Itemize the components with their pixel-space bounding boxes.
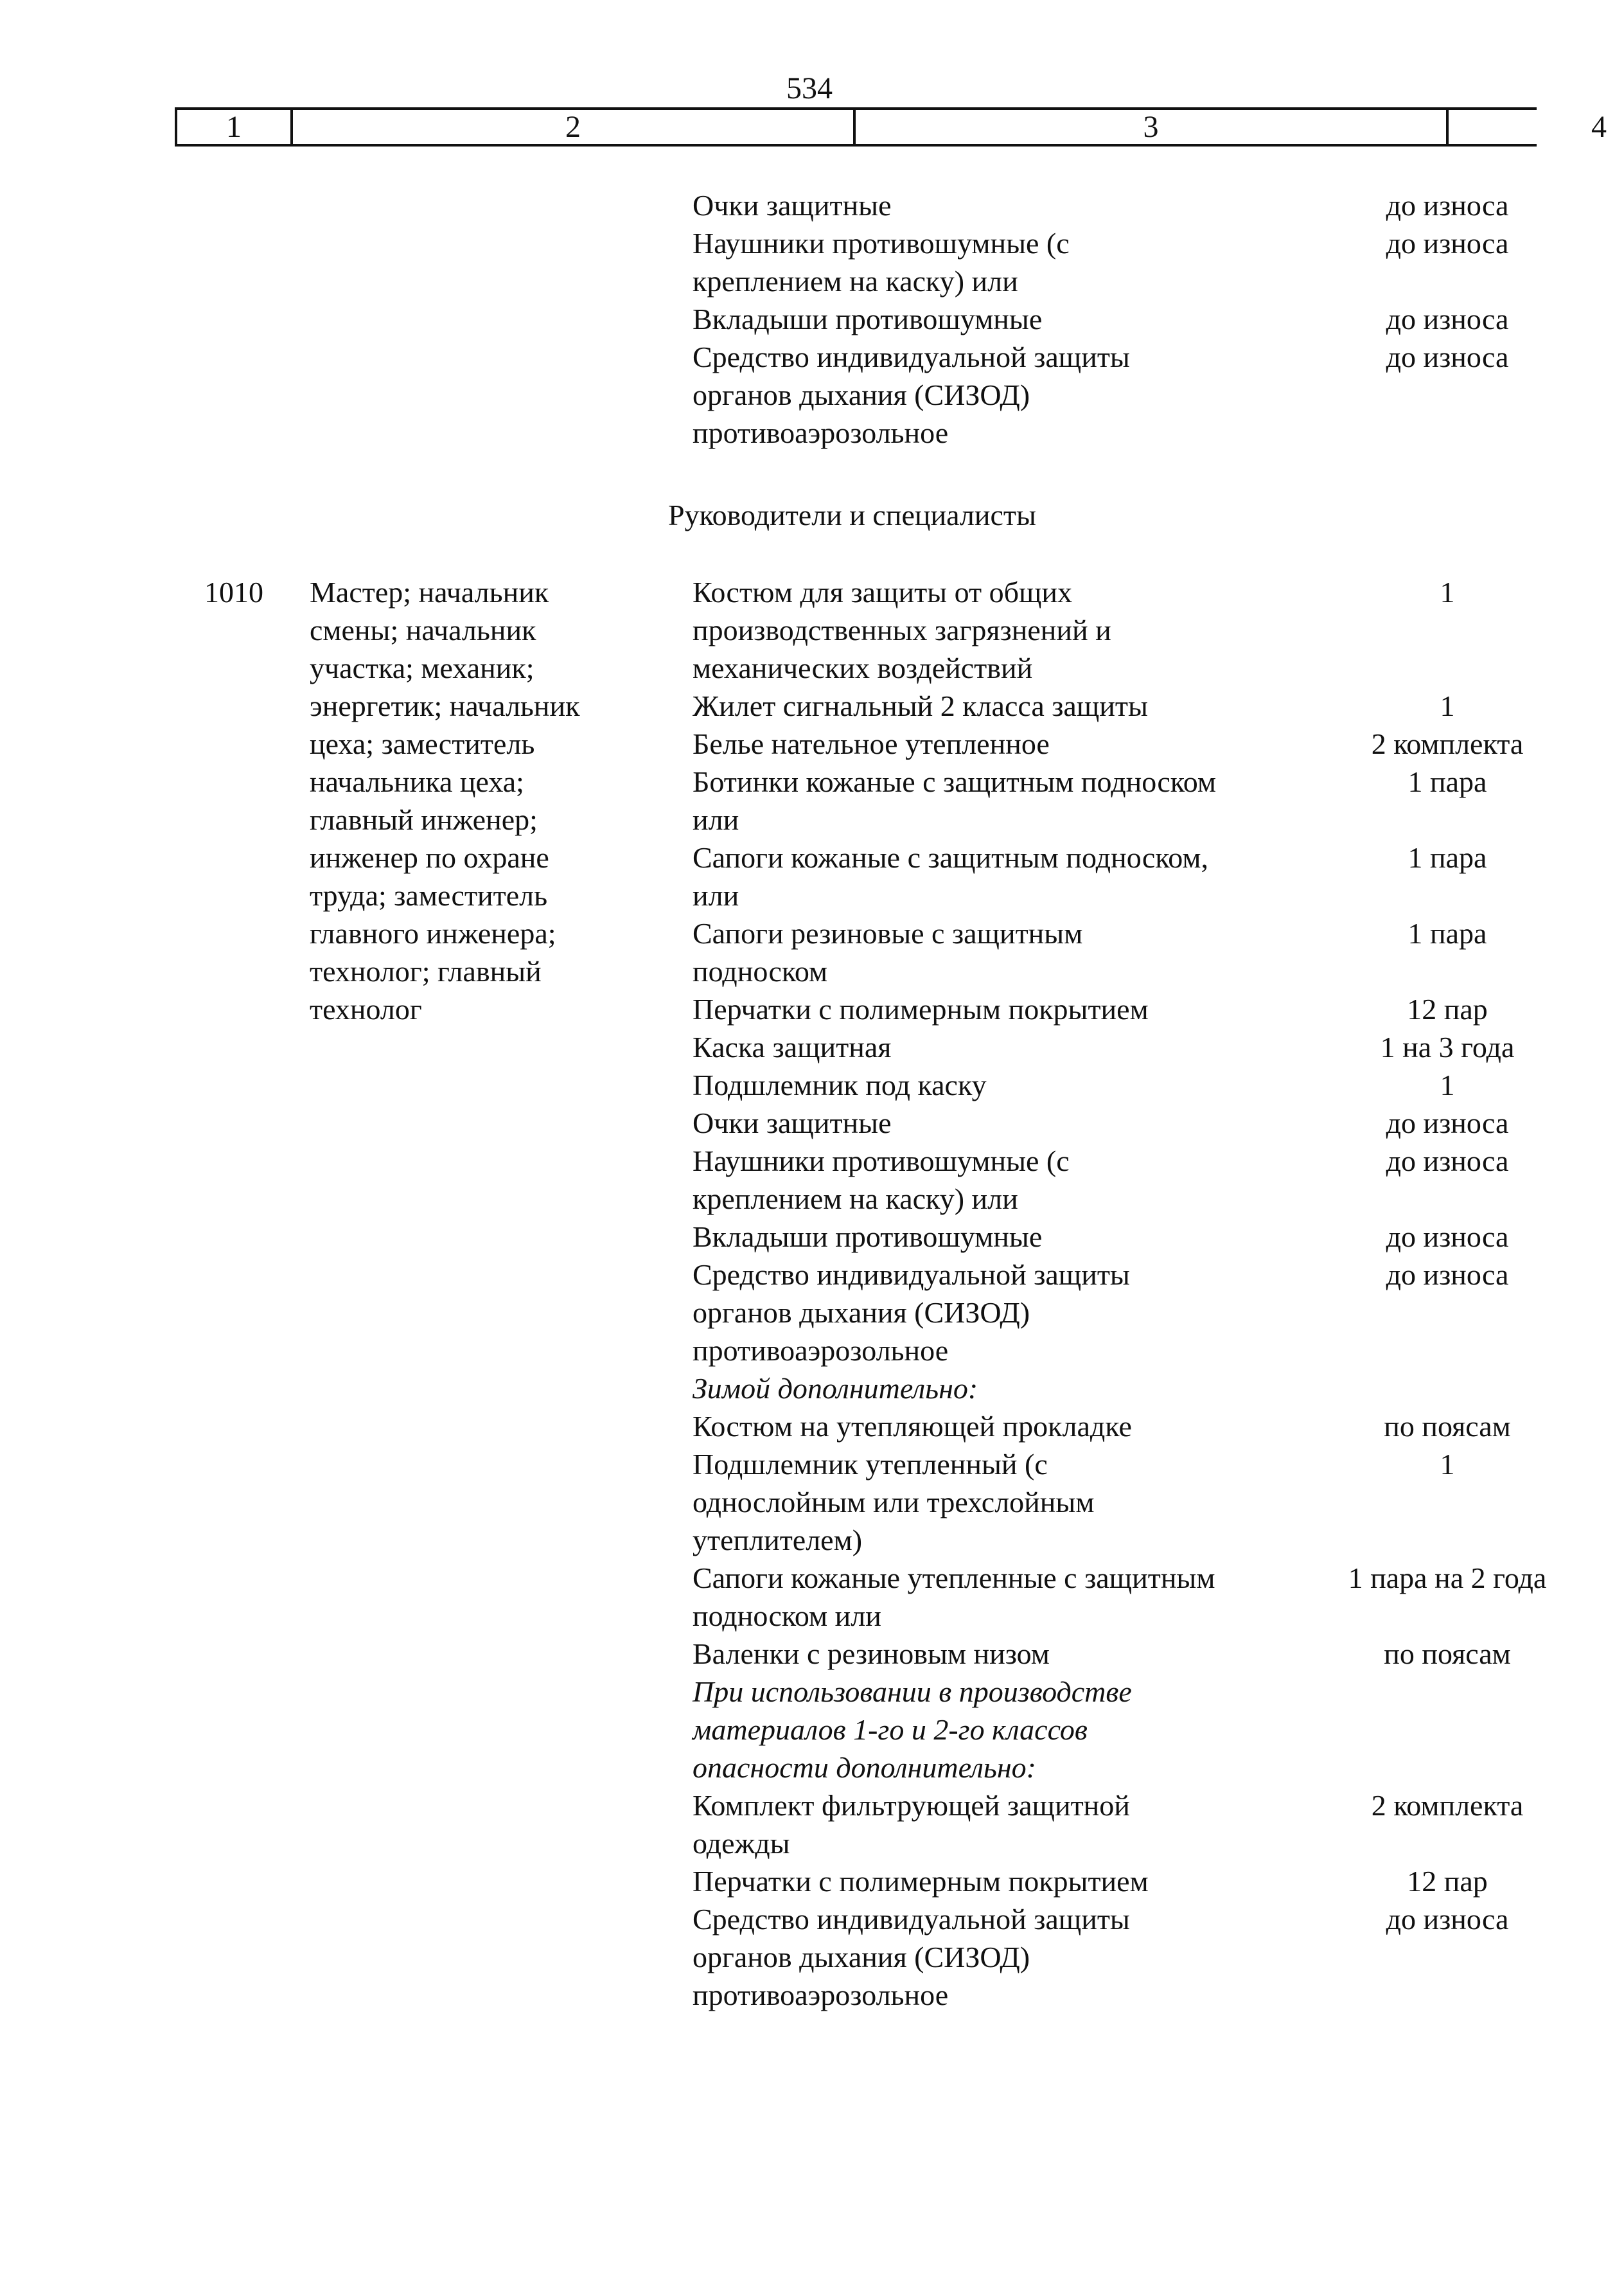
list-item: [693, 1218, 1509, 1256]
item-label: Сапоги кожаные с защитным подноском, или: [693, 841, 1209, 912]
item-label: Средство индивидуальной защиты органов дыхания (СИЗОД) противоаэрозольное: [693, 1258, 1130, 1367]
item-label: Костюм для защиты от общих производственных загрязнений и механических воздействий: [693, 576, 1111, 684]
list-item: [693, 687, 1455, 725]
list-item: [693, 1028, 1515, 1066]
column-header-row: [175, 107, 1607, 147]
list-item: [693, 186, 1509, 224]
item-norm: до износа: [1386, 227, 1509, 260]
item-label: При использовании в производстве материалов 1-го и 2-го классов опасности дополнительно:: [693, 1675, 1132, 1784]
item-label: Жилет сигнальный 2 класса защиты: [693, 690, 1148, 722]
section-heading: Руководители и специалисты: [668, 499, 1036, 531]
item-norm: по поясам: [1384, 1410, 1511, 1443]
list-item: [693, 573, 1455, 687]
list-item: [693, 1559, 1547, 1635]
item-norm: 1: [1440, 1448, 1455, 1481]
list-item: [693, 839, 1487, 914]
item-norm: 1 пара: [1408, 841, 1487, 874]
item-label: Вкладыши противошумные: [693, 1220, 1043, 1253]
list-item: [693, 1369, 1219, 1407]
list-item: [693, 1066, 1455, 1104]
list-item: [693, 914, 1487, 990]
item-norm: до износа: [1386, 189, 1509, 222]
item-norm: 1: [1440, 1069, 1455, 1101]
item-label: Перчатки с полимерным покрытием: [693, 993, 1149, 1026]
list-item: [693, 1104, 1509, 1142]
item-label: Перчатки с полимерным покрытием: [693, 1865, 1149, 1898]
item-label: Зимой дополнительно:: [693, 1372, 978, 1405]
item-norm: 1 пара на 2 года: [1348, 1562, 1547, 1594]
list-item: [693, 300, 1509, 338]
page-number: 534: [786, 71, 833, 105]
list-item: [693, 1256, 1509, 1369]
item-label: Валенки с резиновым низом: [693, 1637, 1050, 1670]
item-norm: 12 пар: [1407, 1865, 1488, 1898]
list-item: [693, 1862, 1488, 1900]
list-item: [693, 1673, 1219, 1786]
item-norm: до износа: [1386, 1903, 1509, 1935]
item-norm: до износа: [1386, 303, 1509, 335]
row-position: Мастер; начальник смены; начальник участка; механик; энергетик; начальник цеха; заместитель начальника цеха; главный инженер; инженер по охране труда; заместитель главного инженера; технолог; главный технолог: [310, 576, 580, 1026]
item-label: Белье нательное утепленное: [693, 727, 1050, 760]
list-item: [693, 1786, 1524, 1862]
item-norm: 1 пара: [1408, 765, 1487, 798]
item-label: Каска защитная: [693, 1031, 892, 1063]
item-label: Очки защитные: [693, 1107, 892, 1139]
list-item: [693, 1445, 1455, 1559]
item-norm: по поясам: [1384, 1637, 1511, 1670]
item-label: Сапоги резиновые с защитным подноском: [693, 917, 1083, 988]
item-label: Подшлемник под каску: [693, 1069, 987, 1101]
column-header-2: 2: [293, 110, 856, 144]
item-norm: до износа: [1386, 1258, 1509, 1291]
item-norm: 1 на 3 года: [1380, 1031, 1515, 1063]
item-label: Наушники противошумные (с креплением на каску) или: [693, 227, 1070, 298]
column-header-3: 3: [856, 110, 1449, 144]
item-label: Средство индивидуальной защиты органов дыхания (СИЗОД) противоаэрозольное: [693, 1903, 1130, 2011]
item-norm: до износа: [1386, 1107, 1509, 1139]
item-norm: 2 комплекта: [1371, 1789, 1524, 1822]
row-code: 1010: [204, 576, 263, 609]
list-item: [693, 1407, 1511, 1445]
item-label: Очки защитные: [693, 189, 892, 222]
item-label: Наушники противошумные (с креплением на каску) или: [693, 1144, 1070, 1215]
list-item: [693, 725, 1524, 763]
item-norm: до износа: [1386, 1220, 1509, 1253]
item-norm: до износа: [1386, 1144, 1509, 1177]
item-norm: 2 комплекта: [1371, 727, 1524, 760]
item-norm: 1: [1440, 690, 1455, 722]
item-label: Комплект фильтрующей защитной одежды: [693, 1789, 1130, 1860]
column-header-4: 4: [1591, 110, 1607, 144]
item-norm: 12 пар: [1407, 993, 1488, 1026]
item-label: Костюм на утепляющей прокладке: [693, 1410, 1132, 1443]
column-header-1: 1: [175, 110, 293, 144]
list-item: [693, 763, 1487, 839]
list-item: [693, 1635, 1511, 1673]
item-label: Вкладыши противошумные: [693, 303, 1043, 335]
item-label: Ботинки кожаные с защитным подноском или: [693, 765, 1217, 836]
list-item: [693, 338, 1509, 452]
item-norm: 1: [1440, 576, 1455, 609]
item-norm: до износа: [1386, 341, 1509, 373]
item-label: Средство индивидуальной защиты органов дыхания (СИЗОД) противоаэрозольное: [693, 341, 1130, 449]
item-label: Сапоги кожаные утепленные с защитным подноском или: [693, 1562, 1215, 1632]
list-item: [693, 224, 1509, 300]
list-item: [693, 990, 1488, 1028]
item-label: Подшлемник утепленный (с однослойным или трехслойным утеплителем): [693, 1448, 1095, 1556]
list-item: [693, 1142, 1509, 1218]
item-norm: 1 пара: [1408, 917, 1487, 950]
list-item: [693, 1900, 1509, 2014]
